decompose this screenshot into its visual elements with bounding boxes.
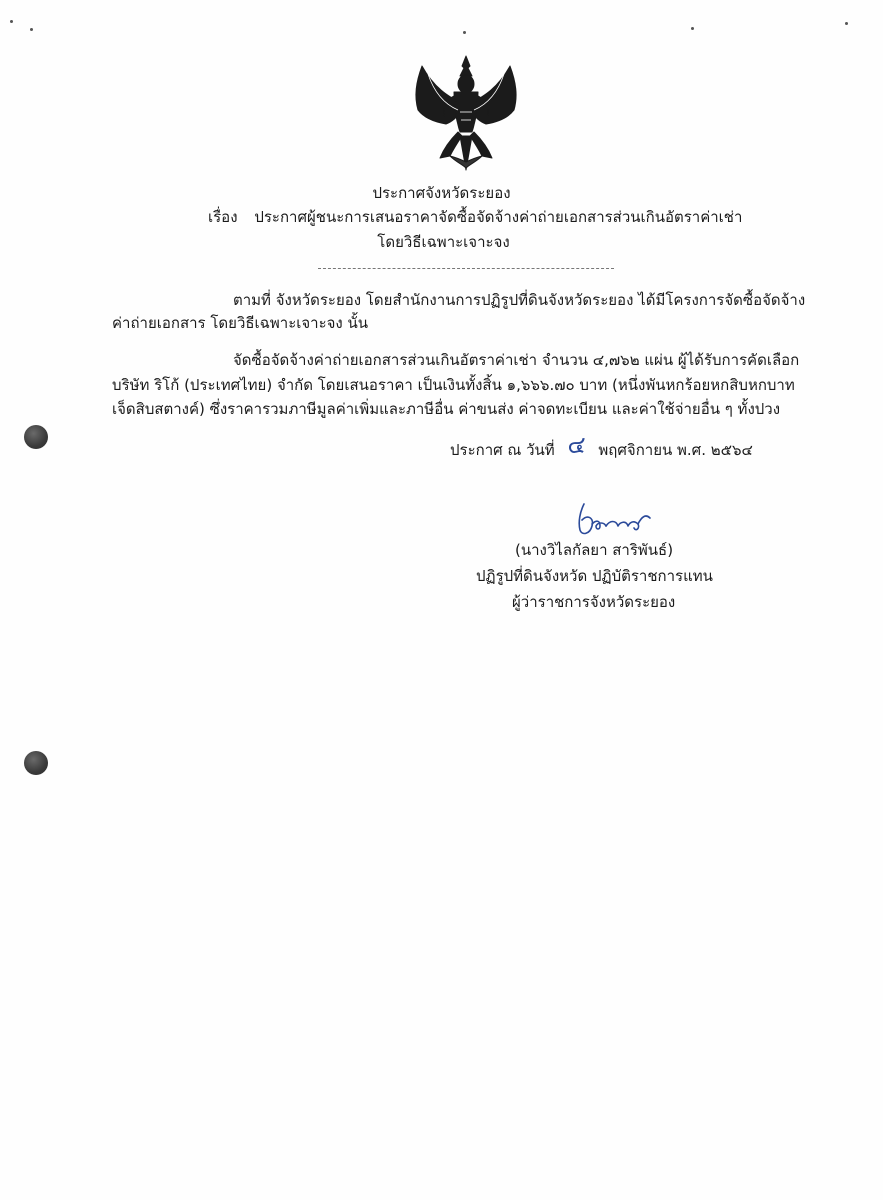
subject-label: เรื่อง <box>208 208 238 226</box>
scan-speck <box>10 20 13 23</box>
scan-speck <box>691 27 694 30</box>
date-prefix: ประกาศ ณ วันที่ <box>450 441 555 459</box>
subject-row <box>208 207 742 227</box>
date-day-handwritten: ๔ <box>567 431 586 459</box>
announcement-title: ประกาศจังหวัดระยอง <box>372 184 511 202</box>
handwritten-signature <box>570 498 660 540</box>
announcement-date <box>450 431 753 462</box>
punch-hole <box>24 425 48 449</box>
garuda-emblem-icon <box>404 52 528 176</box>
punch-hole <box>24 751 48 775</box>
scan-speck <box>845 22 848 25</box>
signatory-position-line-1: ปฏิรูปที่ดินจังหวัด ปฏิบัติราชการแทน <box>476 567 713 585</box>
paragraph-1-line-1: ตามที่ จังหวัดระยอง โดยสำนักงานการปฏิรูปที่ดินจังหวัดระยอง ได้มีโครงการจัดซื้อจัดจ้าง <box>233 291 806 309</box>
scan-speck <box>463 31 466 34</box>
paragraph-2-line-2: บริษัท ริโก้ (ประเทศไทย) จำกัด โดยเสนอราคา เป็นเงินทั้งสิ้น ๑,๖๖๖.๗๐ บาท (หนึ่งพันหกร้อยหกสิบหกบาท <box>112 376 795 394</box>
subject-text: ประกาศผู้ชนะการเสนอราคาจัดซื้อจัดจ้างค่าถ่ายเอกสารส่วนเกินอัตราค่าเช่า <box>254 208 743 226</box>
paragraph-2-line-3: เจ็ดสิบสตางค์) ซึ่งราคารวมภาษีมูลค่าเพิ่มและภาษีอื่น ค่าขนส่ง ค่าจดทะเบียน และค่าใช้จ่ายอื่น ๆ ทั้งปวง <box>112 400 781 418</box>
procurement-method: โดยวิธีเฉพาะเจาะจง <box>377 233 510 251</box>
dashed-divider <box>318 268 614 269</box>
scan-speck <box>30 28 33 31</box>
date-month-year: พฤศจิกายน พ.ศ. ๒๕๖๔ <box>598 441 753 459</box>
paragraph-1-line-2: ค่าถ่ายเอกสาร โดยวิธีเฉพาะเจาะจง นั้น <box>112 314 369 332</box>
signatory-position-line-2: ผู้ว่าราชการจังหวัดระยอง <box>512 593 676 611</box>
signatory-name: (นางวิไลกัลยา สาริพันธ์) <box>515 541 674 559</box>
paragraph-2-line-1: จัดซื้อจัดจ้างค่าถ่ายเอกสารส่วนเกินอัตราค่าเช่า จำนวน ๔,๗๖๒ แผ่น ผู้ได้รับการคัดเลือก <box>233 351 800 369</box>
